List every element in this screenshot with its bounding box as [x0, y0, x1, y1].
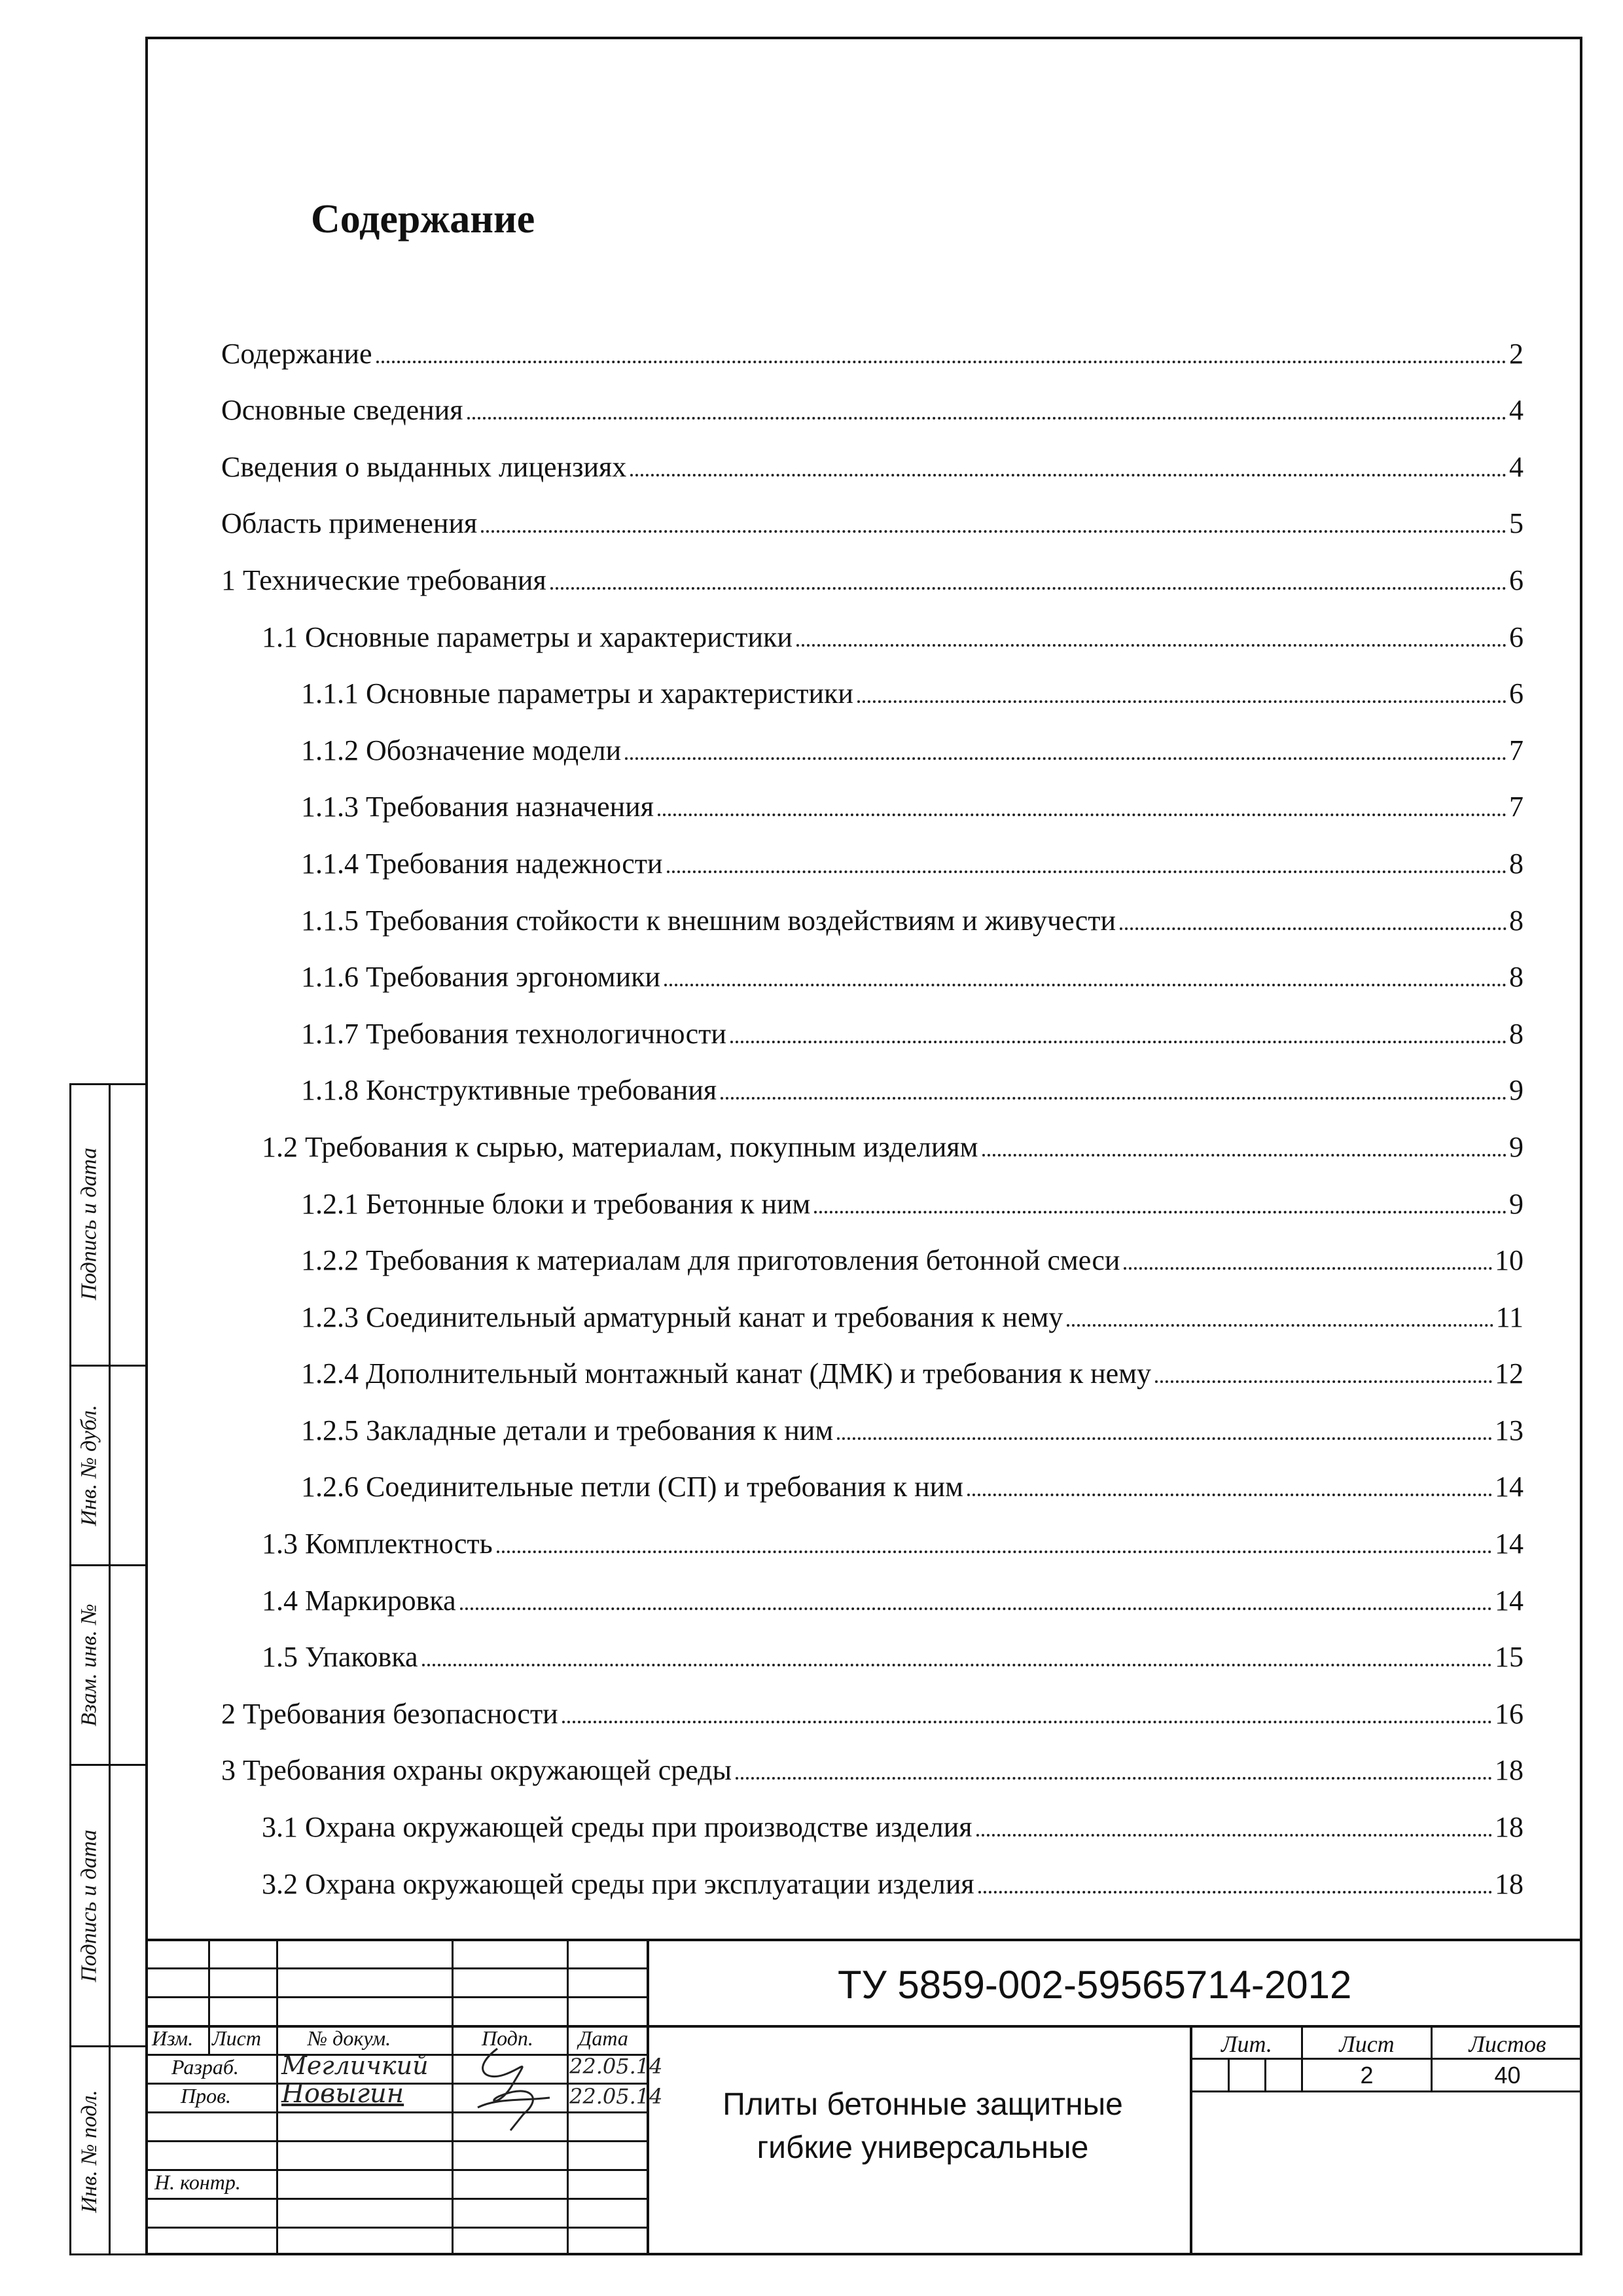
- toc-entry-page: 15: [1495, 1641, 1524, 1674]
- toc-entry-page: 13: [1495, 1414, 1524, 1446]
- toc-entry-label: 1.1.6 Требования эргономики: [301, 961, 661, 994]
- toc-entry-page: 18: [1495, 1754, 1524, 1787]
- toc-entry[interactable]: [221, 368, 1524, 425]
- list-label: Лист: [1339, 2031, 1395, 2057]
- toc-leader-dots: [736, 1777, 1492, 1780]
- toc-entry-label: 1.2.4 Дополнительный монтажный канат (ДМК) и требования к нему: [301, 1357, 1151, 1390]
- toc-entry[interactable]: [221, 1445, 1524, 1502]
- toc-entry-page: 9: [1509, 1187, 1524, 1220]
- col-izm: Изм.: [152, 2026, 194, 2050]
- toc-entry[interactable]: [221, 1219, 1524, 1276]
- toc-entry[interactable]: [221, 1615, 1524, 1672]
- toc-entry-page: 16: [1495, 1697, 1524, 1730]
- toc-leader-dots: [982, 1154, 1507, 1157]
- toc-entry-label: 1.1.7 Требования технологичности: [301, 1017, 726, 1050]
- toc-leader-dots: [460, 1607, 1492, 1610]
- toc-entry[interactable]: [221, 1785, 1524, 1842]
- toc-leader-dots: [1124, 1267, 1492, 1270]
- toc-entry[interactable]: [221, 1275, 1524, 1332]
- toc-entry-label: 1.2.3 Соединительный арматурный канат и требования к нему: [301, 1300, 1063, 1333]
- toc-leader-dots: [376, 361, 1507, 363]
- toc-entry[interactable]: [221, 821, 1524, 878]
- toc-entry-page: 18: [1495, 1867, 1524, 1900]
- side-label-inv-dubl: Инв. № дубл.: [77, 1405, 102, 1526]
- toc-leader-dots: [658, 814, 1507, 816]
- listov-value: 40: [1494, 2062, 1521, 2089]
- prov-date: 22.05.14: [569, 2084, 663, 2109]
- side-label-podpis-data: Подпись и дата: [77, 1147, 102, 1300]
- toc-entry-page: 6: [1509, 677, 1524, 710]
- toc-entry-label: 2 Требования безопасности: [221, 1697, 558, 1730]
- razrab-date: 22.05.14: [569, 2054, 663, 2079]
- razrab-name: Мегличкий: [281, 2051, 429, 2080]
- toc-entry[interactable]: [221, 1105, 1524, 1162]
- toc-entry-label: 1.1.2 Обозначение модели: [301, 734, 622, 766]
- toc-entry-page: 8: [1509, 847, 1524, 880]
- toc-entry-label: 1.1.5 Требования стойкости к внешним воздействиям и живучести: [301, 904, 1116, 937]
- toc-entry[interactable]: [221, 1049, 1524, 1105]
- toc-entry-label: 1.5 Упаковка: [262, 1641, 418, 1674]
- toc-entry[interactable]: [221, 595, 1524, 652]
- side-label-inv-podl: Инв. № подл.: [77, 2090, 102, 2213]
- toc-entry[interactable]: [221, 482, 1524, 539]
- toc-entry-page: 8: [1509, 1017, 1524, 1050]
- toc-entry-page: 7: [1509, 734, 1524, 766]
- toc-entry-label: 1.3 Комплектность: [262, 1528, 493, 1560]
- toc-entry-page: 4: [1509, 394, 1524, 427]
- toc-leader-dots: [625, 757, 1507, 760]
- toc-leader-dots: [497, 1551, 1492, 1553]
- toc-entry-page: 2: [1509, 337, 1524, 370]
- product-name-line-1: Плиты бетонные защитные: [722, 2087, 1123, 2122]
- razrab-label: Разраб.: [171, 2055, 239, 2079]
- toc-leader-dots: [1067, 1324, 1493, 1327]
- toc-entry[interactable]: [221, 652, 1524, 709]
- toc-entry[interactable]: [221, 878, 1524, 935]
- side-label-podpis-data-2: Подпись и дата: [77, 1829, 102, 1982]
- toc-entry[interactable]: [221, 935, 1524, 992]
- toc-entry-label: 1.4 Маркировка: [262, 1584, 456, 1617]
- toc-entry-label: 1.2.1 Бетонные блоки и требования к ним: [301, 1187, 811, 1220]
- prov-label: Пров.: [181, 2084, 231, 2108]
- toc-entry-page: 6: [1509, 564, 1524, 596]
- toc-leader-dots: [967, 1494, 1492, 1496]
- toc-entry-page: 12: [1495, 1357, 1524, 1390]
- toc-entry[interactable]: [221, 765, 1524, 822]
- toc-entry-page: 9: [1509, 1074, 1524, 1107]
- toc-leader-dots: [481, 530, 1507, 533]
- toc-entry-label: 1.2 Требования к сырью, материалам, покупным изделиям: [262, 1130, 978, 1163]
- page-title: Содержание: [311, 197, 535, 242]
- toc-entry-page: 9: [1509, 1130, 1524, 1163]
- toc-entry-label: 1.1.1 Основные параметры и характеристики: [301, 677, 853, 710]
- toc-entry-label: Сведения о выданных лицензиях: [221, 450, 627, 483]
- toc-entry-label: 3.1 Охрана окружающей среды при производстве изделия: [262, 1811, 972, 1844]
- toc-leader-dots: [664, 984, 1507, 986]
- toc-leader-dots: [721, 1097, 1507, 1100]
- toc-entry[interactable]: [221, 538, 1524, 595]
- toc-leader-dots: [1155, 1380, 1492, 1383]
- prov-name: Новыгин: [281, 2079, 404, 2109]
- toc-leader-dots: [976, 1834, 1492, 1837]
- toc-entry-label: 1.2.5 Закладные детали и требования к ним: [301, 1414, 834, 1446]
- toc-entry-page: 14: [1495, 1528, 1524, 1560]
- toc-entry-page: 6: [1509, 620, 1524, 653]
- toc-entry[interactable]: [221, 1332, 1524, 1389]
- toc-entry[interactable]: [221, 312, 1524, 368]
- toc-entry-label: 1.1 Основные параметры и характеристики: [262, 620, 793, 653]
- toc-leader-dots: [667, 870, 1507, 873]
- toc-entry-label: 1.1.3 Требования назначения: [301, 791, 654, 823]
- toc-entry-page: 5: [1509, 507, 1524, 540]
- toc-entry-label: Содержание: [221, 337, 372, 370]
- toc-entry[interactable]: [221, 1558, 1524, 1615]
- toc-entry[interactable]: [221, 1388, 1524, 1445]
- product-name-line-2: гибкие универсальные: [757, 2130, 1089, 2165]
- toc-leader-dots: [796, 644, 1507, 647]
- lit-label: Лит.: [1221, 2031, 1272, 2057]
- toc-leader-dots: [730, 1041, 1507, 1043]
- toc-leader-dots: [857, 700, 1507, 703]
- nkontr-label: Н. контр.: [154, 2170, 241, 2194]
- toc-leader-dots: [630, 474, 1507, 476]
- col-list: Лист: [212, 2026, 261, 2050]
- toc-entry-label: 3 Требования охраны окружающей среды: [221, 1754, 732, 1787]
- toc-entry-page: 10: [1495, 1244, 1524, 1277]
- col-podp: Подп.: [482, 2026, 533, 2050]
- toc-entry-label: Область применения: [221, 507, 478, 540]
- toc-entry-page: 18: [1495, 1811, 1524, 1844]
- toc-leader-dots: [1120, 927, 1507, 930]
- toc-entry-page: 7: [1509, 791, 1524, 823]
- side-label-vzam-inv: Взам. инв. №: [77, 1604, 102, 1727]
- document-designation: ТУ 5859-002-59565714-2012: [838, 1963, 1352, 2007]
- toc-entry-label: 1.2.2 Требования к материалам для приготовления бетонной смеси: [301, 1244, 1120, 1277]
- signature-image: [458, 2036, 563, 2134]
- toc-entry-label: 1.2.6 Соединительные петли (СП) и требования к ним: [301, 1471, 964, 1503]
- col-dokum: № докум.: [308, 2026, 391, 2050]
- toc-entry-page: 14: [1495, 1471, 1524, 1503]
- toc-entry-label: Основные сведения: [221, 394, 463, 427]
- toc-leader-dots: [814, 1211, 1507, 1213]
- toc-entry[interactable]: [221, 708, 1524, 765]
- col-data: Дата: [579, 2026, 628, 2050]
- toc-entry-page: 11: [1495, 1300, 1524, 1333]
- toc-entry[interactable]: [221, 1672, 1524, 1729]
- table-of-contents: [221, 312, 1524, 1899]
- toc-leader-dots: [467, 417, 1507, 420]
- toc-entry-page: 14: [1495, 1584, 1524, 1617]
- toc-leader-dots: [550, 587, 1507, 590]
- toc-entry-page: 8: [1509, 904, 1524, 937]
- toc-entry[interactable]: [221, 1842, 1524, 1899]
- toc-entry[interactable]: [221, 1162, 1524, 1219]
- toc-entry-label: 1.1.8 Конструктивные требования: [301, 1074, 717, 1107]
- toc-leader-dots: [978, 1891, 1492, 1893]
- toc-leader-dots: [422, 1664, 1492, 1666]
- toc-entry-page: 4: [1509, 450, 1524, 483]
- listov-label: Листов: [1469, 2031, 1546, 2057]
- toc-entry[interactable]: [221, 1501, 1524, 1558]
- toc-entry-label: 1 Технические требования: [221, 564, 546, 596]
- toc-entry[interactable]: [221, 1729, 1524, 1785]
- toc-leader-dots: [837, 1437, 1492, 1440]
- toc-entry-label: 1.1.4 Требования надежности: [301, 847, 663, 880]
- toc-entry[interactable]: [221, 992, 1524, 1049]
- toc-entry[interactable]: [221, 425, 1524, 482]
- toc-leader-dots: [562, 1721, 1492, 1723]
- list-value: 2: [1360, 2062, 1374, 2089]
- toc-entry-label: 3.2 Охрана окружающей среды при эксплуатации изделия: [262, 1867, 974, 1900]
- toc-entry-page: 8: [1509, 961, 1524, 994]
